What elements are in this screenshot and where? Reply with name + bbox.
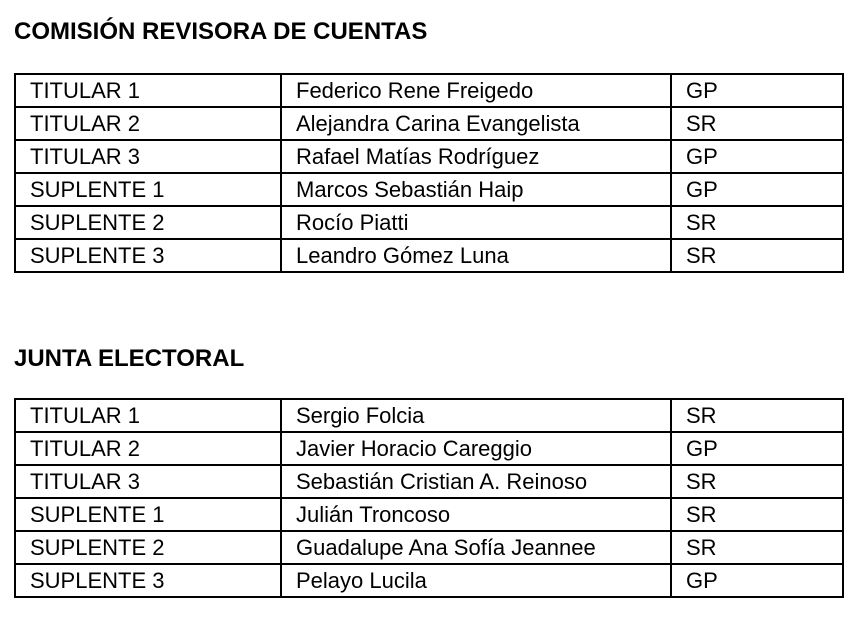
name-cell: Javier Horacio Careggio xyxy=(281,432,671,465)
group-cell: SR xyxy=(671,531,843,564)
table-row xyxy=(15,107,843,140)
role-cell: SUPLENTE 1 xyxy=(15,498,281,531)
table-row xyxy=(15,531,843,564)
name-cell: Guadalupe Ana Sofía Jeannee xyxy=(281,531,671,564)
role-cell: TITULAR 2 xyxy=(15,107,281,140)
name-cell: Marcos Sebastián Haip xyxy=(281,173,671,206)
role-cell: TITULAR 3 xyxy=(15,140,281,173)
role-cell: SUPLENTE 3 xyxy=(15,564,281,597)
name-cell: Alejandra Carina Evangelista xyxy=(281,107,671,140)
name-cell: Pelayo Lucila xyxy=(281,564,671,597)
role-cell: TITULAR 1 xyxy=(15,399,281,432)
role-cell: SUPLENTE 2 xyxy=(15,206,281,239)
section-title-junta-electoral: JUNTA ELECTORAL xyxy=(14,345,245,372)
name-cell: Sergio Folcia xyxy=(281,399,671,432)
role-cell: TITULAR 2 xyxy=(15,432,281,465)
table-row xyxy=(15,239,843,272)
section-title-comision-revisora: COMISIÓN REVISORA DE CUENTAS xyxy=(14,18,428,45)
group-cell: GP xyxy=(671,173,843,206)
name-cell: Rafael Matías Rodríguez xyxy=(281,140,671,173)
name-cell: Federico Rene Freigedo xyxy=(281,74,671,107)
comision-revisora-table xyxy=(14,73,844,273)
junta-electoral-table xyxy=(14,398,844,598)
name-cell: Leandro Gómez Luna xyxy=(281,239,671,272)
group-cell: SR xyxy=(671,107,843,140)
group-cell: SR xyxy=(671,399,843,432)
table-row xyxy=(15,498,843,531)
table-row xyxy=(15,432,843,465)
table-row xyxy=(15,564,843,597)
group-cell: SR xyxy=(671,206,843,239)
role-cell: TITULAR 1 xyxy=(15,74,281,107)
name-cell: Julián Troncoso xyxy=(281,498,671,531)
group-cell: GP xyxy=(671,432,843,465)
table-row xyxy=(15,206,843,239)
role-cell: SUPLENTE 3 xyxy=(15,239,281,272)
table-row xyxy=(15,140,843,173)
role-cell: SUPLENTE 2 xyxy=(15,531,281,564)
table-row xyxy=(15,465,843,498)
role-cell: TITULAR 3 xyxy=(15,465,281,498)
name-cell: Sebastián Cristian A. Reinoso xyxy=(281,465,671,498)
group-cell: SR xyxy=(671,498,843,531)
table-row xyxy=(15,173,843,206)
role-cell: SUPLENTE 1 xyxy=(15,173,281,206)
group-cell: GP xyxy=(671,564,843,597)
table-row xyxy=(15,74,843,107)
group-cell: GP xyxy=(671,140,843,173)
group-cell: GP xyxy=(671,74,843,107)
group-cell: SR xyxy=(671,465,843,498)
group-cell: SR xyxy=(671,239,843,272)
table-row xyxy=(15,399,843,432)
name-cell: Rocío Piatti xyxy=(281,206,671,239)
